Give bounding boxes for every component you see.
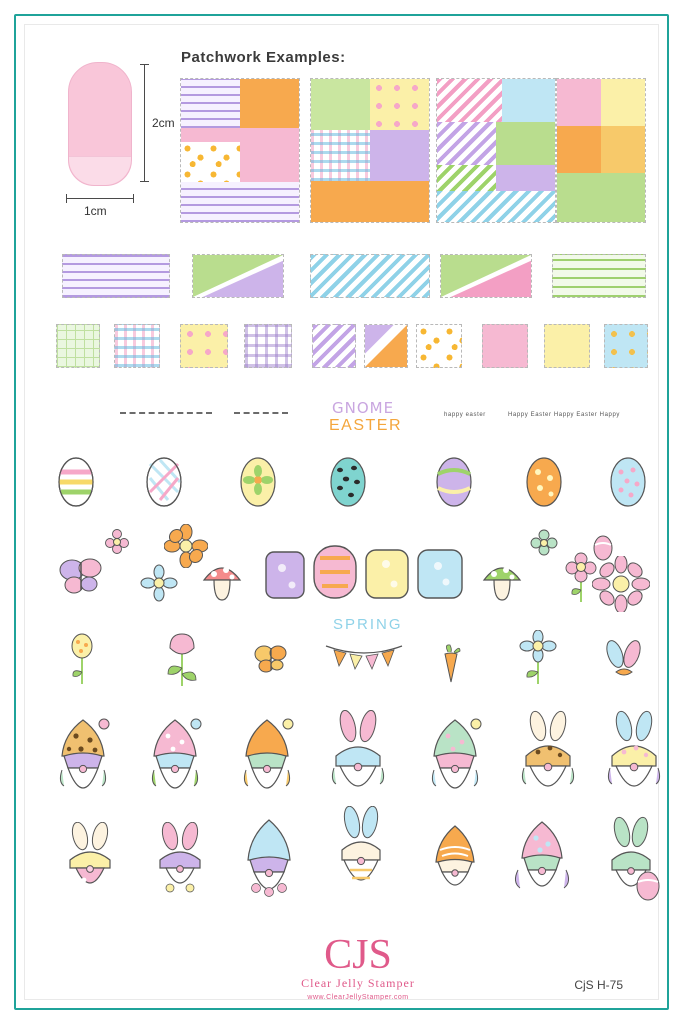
- brand-logo: [288, 932, 428, 1001]
- easter-egg-swirl-purple: [434, 452, 474, 513]
- patch-green-solid: [496, 122, 555, 165]
- tiny-text-happy-easter-2: Happy Easter Happy Easter Happy: [508, 412, 620, 418]
- square-blue-stars: [604, 324, 648, 368]
- dashed-line-1: [120, 412, 212, 414]
- patch-orange-hearts: [240, 79, 299, 128]
- patch-orange-stitch: [601, 126, 645, 173]
- nail-swatch-band: [69, 156, 131, 185]
- word-spring: SPRING: [333, 616, 403, 633]
- bunting-flags: [324, 642, 404, 687]
- square-green-grid: [56, 324, 100, 368]
- dandelion-orange: [64, 632, 100, 693]
- gnome-yellow-bunny: [602, 710, 666, 807]
- patch-green-stars: [311, 79, 370, 130]
- easter-egg-striped-pink: [56, 452, 96, 513]
- strip-green-pink-diagonal: [440, 254, 532, 298]
- nail-shape-swatch: [68, 62, 132, 186]
- square-yellow-hearts: [180, 324, 228, 368]
- gnome-leopard-bunny: [516, 710, 580, 807]
- gnome-leopard-hat: [54, 716, 112, 807]
- easter-egg-plaid-blue: [144, 452, 184, 513]
- patch-lavender-stripes: [181, 182, 299, 222]
- word-gnome: GNOME: [332, 399, 395, 417]
- patch-pink-solid: [240, 128, 299, 182]
- gnome-green-bunny-egg: [602, 816, 666, 909]
- patch-pink-zigzag: [437, 79, 502, 122]
- tulip-pink: [160, 630, 204, 695]
- patch-purple-solid: [496, 165, 555, 191]
- patch-blue-triangle: [502, 79, 555, 122]
- brand-url: www.ClearJellyStamper.com: [307, 994, 409, 1001]
- brand-name: Clear Jelly Stamper: [301, 976, 415, 990]
- logo-mark: CJS: [324, 932, 392, 978]
- stamping-plate: [14, 14, 669, 1010]
- patch-purple-chevron: [437, 122, 496, 165]
- mushroom-red: [198, 556, 246, 609]
- patchwork-panel-3: [436, 78, 556, 223]
- gnome-orange-hat: [238, 716, 296, 807]
- width-dimension-line: [66, 198, 134, 199]
- patchwork-panel-4: [556, 78, 646, 223]
- flower-green-small: [528, 528, 560, 563]
- strip-green-purple-diagonal: [192, 254, 284, 298]
- easter-egg-leopard-teal: [328, 452, 368, 513]
- strip-purple-dashes: [62, 254, 170, 298]
- gnome-bunny-ears-blue: [324, 710, 392, 807]
- gnome-blue-hat-flowers: [238, 816, 300, 907]
- patch-green-zig: [437, 165, 496, 191]
- gnome-bunny-purple: [150, 822, 210, 905]
- patch-pink-plaid: [311, 130, 370, 180]
- patch-blue-scallop: [437, 191, 555, 222]
- square-pink-dots: [482, 324, 528, 368]
- patch-orange-solid: [557, 126, 601, 173]
- patch-purple-stars: [370, 130, 429, 180]
- daisy-pink: [592, 556, 650, 617]
- love-lettering: [262, 540, 474, 607]
- square-blue-hearts: [114, 324, 160, 368]
- square-orange-diagonal: [364, 324, 408, 368]
- mushroom-green: [478, 556, 526, 609]
- width-dimension-label: 1cm: [84, 204, 107, 218]
- patchwork-panel-2: [310, 78, 430, 223]
- patch-yellow-dots: [370, 79, 429, 130]
- butterfly-orange-small: [252, 642, 290, 681]
- square-yellow-dots: [544, 324, 590, 368]
- bunny-ears-bow: [602, 638, 646, 687]
- patch-yellow-flowers: [181, 142, 240, 182]
- dashed-line-2: [234, 412, 288, 414]
- gnome-pink-hat: [146, 716, 204, 807]
- strip-green-dashes: [552, 254, 646, 298]
- height-dimension-line: [144, 64, 145, 182]
- tiny-text-happy-easter-1: happy easter: [444, 412, 486, 418]
- square-yellow-flowers: [416, 324, 462, 368]
- square-purple-plaid: [244, 324, 292, 368]
- easter-egg-flower-yellow: [238, 452, 278, 513]
- plate-code: CjS H-75: [574, 978, 623, 992]
- patch-purple-wavy: [181, 79, 240, 128]
- carrot: [434, 642, 468, 691]
- butterfly-purple: [56, 554, 106, 603]
- height-dimension-label: 2cm: [152, 116, 175, 130]
- square-pink-stars: [312, 324, 356, 368]
- flower-pink-tiny: [104, 528, 130, 559]
- patch-pink-hearts: [181, 128, 240, 142]
- patchwork-title: Patchwork Examples:: [181, 49, 346, 66]
- easter-egg-stars-orange: [524, 452, 564, 513]
- patch-orange-wavy: [311, 181, 429, 222]
- gnome-bunny-yellow-hat: [60, 822, 120, 905]
- easter-egg-dots-blue: [608, 452, 648, 513]
- daisy-blue: [516, 630, 560, 693]
- gnome-pink-dots-hat: [506, 816, 578, 907]
- gnome-bunny-white-tall: [328, 806, 394, 907]
- patch-green-solid-bottom: [557, 173, 645, 222]
- patchwork-panel-1: [180, 78, 300, 223]
- strip-blue-chevron: [310, 254, 430, 298]
- patch-yellow-triangle: [601, 79, 645, 126]
- gnome-green-hat: [426, 716, 484, 807]
- gnome-orange-striped-hat: [428, 822, 482, 905]
- patch-pink-triangle: [557, 79, 601, 126]
- word-easter: EASTER: [329, 417, 403, 434]
